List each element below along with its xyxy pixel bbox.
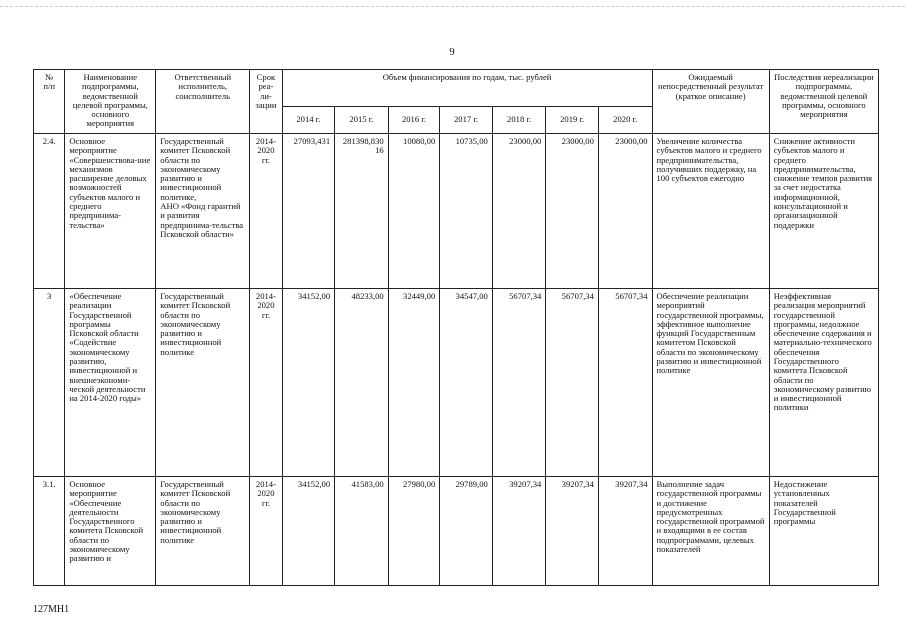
header-year: 2019 г. (546, 107, 599, 134)
header-year: 2015 г. (335, 107, 389, 134)
row-name-text: Основное мероприятие «Обеспечение деятельности Государственного комитета Псковской области по экономическому развитию и (69, 480, 144, 564)
row-name (65, 477, 156, 586)
row-value: 34152,00 (282, 477, 335, 586)
row-number: 2.4. (34, 134, 65, 289)
row-value: 34547,00 (440, 289, 493, 477)
table-row (34, 477, 879, 586)
row-term: 2014-2020 гг. (250, 289, 282, 477)
row-expected-result (652, 477, 769, 586)
row-value: 41583,00 (335, 477, 389, 586)
row-value: 23000,00 (598, 134, 652, 289)
row-value: 39207,34 (546, 477, 599, 586)
row-consequences: Неэффективная реализация мероприятий государственной программы, недолжное обеспечение содержания и материально-технического обеспечения Государственного комитета Псковской области по экономическому развитию и инвестиционной политики (769, 289, 878, 477)
scan-edge-line (0, 6, 905, 7)
row-value: 39207,34 (492, 477, 546, 586)
row-value: 39207,34 (598, 477, 652, 586)
header-expected-result: Ожидаемый непосредственный результат (краткое описание) (652, 70, 769, 134)
row-responsible: Государственный комитет Псковской области по экономическому развитию и инвестиционной политике (156, 289, 250, 477)
row-responsible-secondary: АНО «Фонд гарантий и развития предпринима-тельства Псковской области» (160, 200, 244, 239)
row-number (34, 477, 65, 586)
row-value: 281398,83016 (335, 134, 389, 289)
row-value: 48233,00 (335, 289, 389, 477)
row-value: 34152,00 (282, 289, 335, 477)
row-responsible-primary: Государственный комитет Псковской области по экономическому развитию и инвестиционной политике, (160, 136, 231, 202)
header-year: 2017 г. (440, 107, 493, 134)
row-expected-result: Обеспечение реализации мероприятий государственной программы, эффективное выполнение функций Государственным комитетом Псковской области по экономическому развитию и инвестиционной политике (652, 289, 769, 477)
row-term (250, 477, 282, 586)
header-consequences: Последствия нереализации подпрограммы, ведомственной целевой программы, основного мероприятия (769, 70, 878, 134)
row-term-text: 2014-2020 гг. (255, 480, 276, 508)
header-year: 2018 г. (492, 107, 546, 134)
row-value: 29789,00 (440, 477, 493, 586)
row-consequences (769, 477, 878, 586)
row-value: 10080,00 (388, 134, 440, 289)
header-term: Срок реа- ли- зации (250, 70, 282, 134)
row-responsible-text: Государственный комитет Псковской области по экономическому развитию и инвестиционной политике (160, 480, 231, 545)
row-responsible (156, 477, 250, 586)
header-number: № п/п (34, 70, 65, 134)
row-value: 23000,00 (492, 134, 546, 289)
row-value: 56707,34 (598, 289, 652, 477)
header-responsible: Ответственный исполнитель, соисполнитель (156, 70, 250, 134)
footer-code: 127МН1 (33, 604, 70, 615)
row-number: 3 (34, 289, 65, 477)
row-value: 10735,00 (440, 134, 493, 289)
table-row (34, 289, 879, 477)
row-term: 2014-2020 гг. (250, 134, 282, 289)
row-name: «Обеспечение реализации Государственной программы Псковской области «Содействие экономическому развитию, инвестиционной и внешнеэкономи-ческой деятельности на 2014-2020 годы» (65, 289, 156, 477)
row-consequences: Снижение активности субъектов малого и среднего предпринимательства, снижение темпов развития за счет недостатка информационной, консультационной и организационной поддержки (769, 134, 878, 289)
table-row (34, 134, 879, 289)
header-row-1 (34, 70, 879, 107)
row-value: 23000,00 (546, 134, 599, 289)
row-responsible (156, 134, 250, 289)
header-year: 2016 г. (388, 107, 440, 134)
row-expected-result: Увеличение количества субъектов малого и среднего предпринимательства, получивших поддержку, на 100 субъектов ежегодно (652, 134, 769, 289)
row-value: 32449,00 (388, 289, 440, 477)
financing-table (33, 69, 879, 586)
page-number: 9 (449, 46, 455, 58)
row-value: 27093,431 (282, 134, 335, 289)
row-expected-result-text: Выполнение задач государственной программы и достижение предусмотренных государственной программой и входящими в ее состав подпрограммами, целевых показателей (656, 480, 765, 554)
header-financing: Объем финансирования по годам, тыс. рублей (282, 70, 652, 107)
row-value: 56707,34 (492, 289, 546, 477)
row-value: 56707,34 (546, 289, 599, 477)
header-name: Наименование подпрограммы, ведомственной целевой программы, основного мероприятия (65, 70, 156, 134)
row-name: Основное мероприятие «Совершенствова-ние механизмов расширение деловых возможностей субъектов малого и среднего предпринима-тельства» (65, 134, 156, 289)
row-consequences-text: Недостижение установленных показателей Государственной программы (773, 480, 836, 527)
header-year: 2014 г. (282, 107, 335, 134)
row-number-text: 3.1. (42, 480, 56, 489)
row-value: 27980,00 (388, 477, 440, 586)
header-year: 2020 г. (598, 107, 652, 134)
